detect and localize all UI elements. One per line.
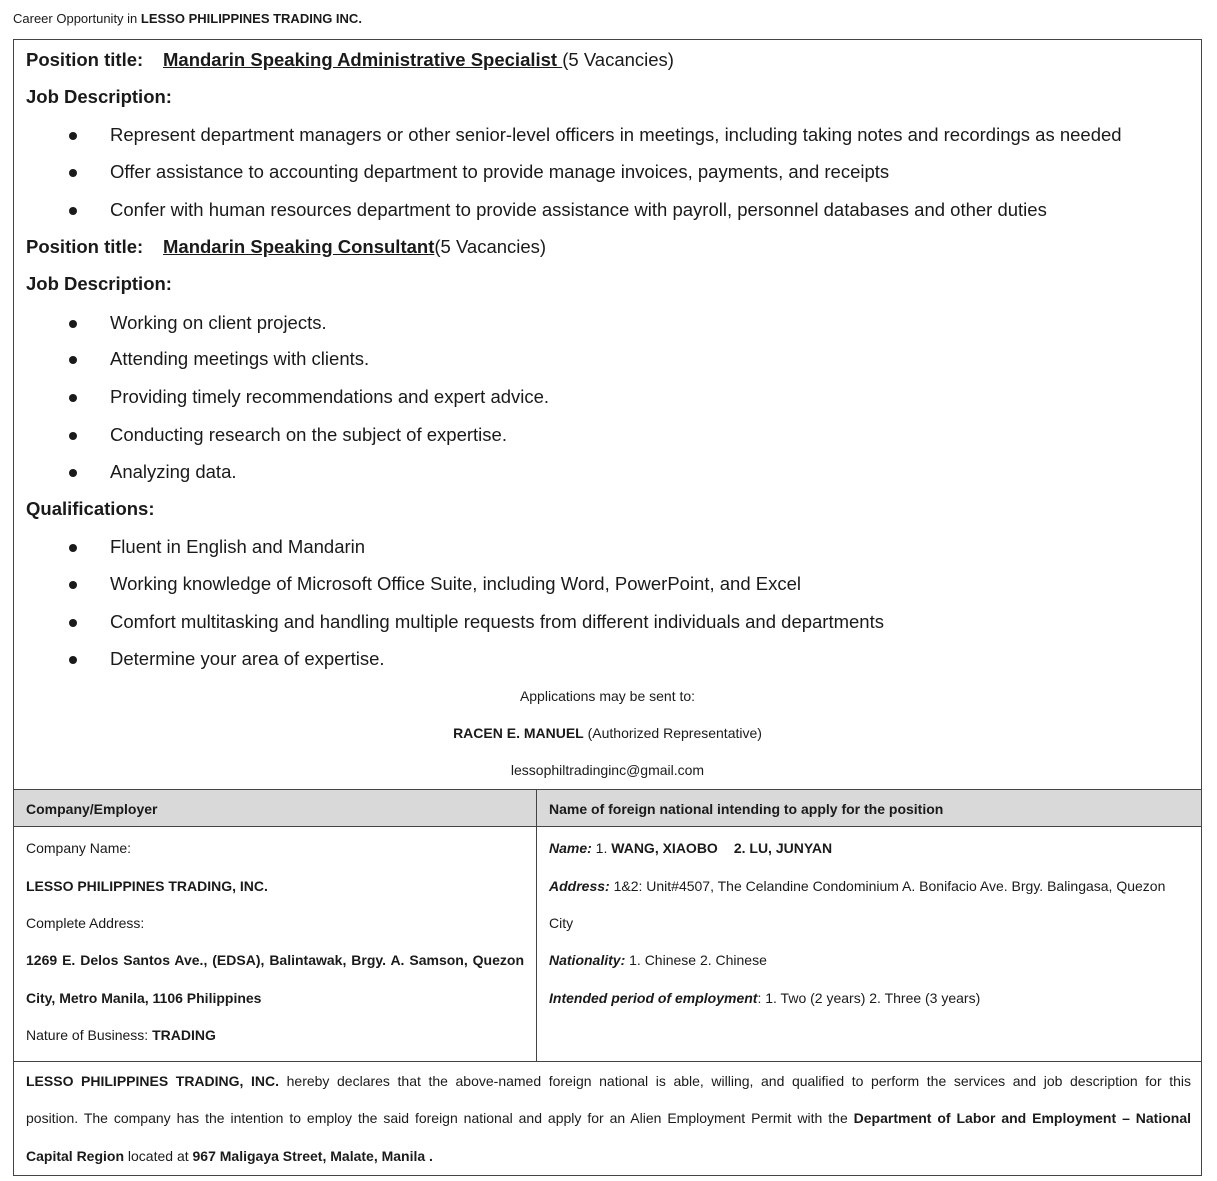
position-1-line bbox=[26, 49, 674, 71]
bullet-icon bbox=[69, 394, 77, 402]
position-1-vacancies: (5 Vacancies) bbox=[562, 49, 674, 70]
address-label: Complete Address: bbox=[26, 915, 145, 931]
position-2-vacancies: (5 Vacancies) bbox=[434, 236, 547, 257]
col-header-foreign-national: Name of foreign national intending to apply for the position bbox=[549, 801, 944, 817]
declaration-line2: position. The company has the intention to employ the said foreign national and apply for an Alien Employment Permit with the Department of Labor and Employment – National bbox=[26, 1110, 1191, 1126]
declaration-line1: LESSO PHILIPPINES TRADING, INC. hereby declares that the above-named foreign national is able, willing, and qualified to perform the services and job description for this bbox=[26, 1073, 1191, 1089]
bullet-icon bbox=[69, 356, 77, 364]
col-header-employer: Company/Employer bbox=[26, 801, 158, 817]
header-company: LESSO PHILIPPINES TRADING INC. bbox=[140, 11, 362, 26]
bullet-icon bbox=[69, 207, 77, 215]
contact-email: lessophiltradinginc@gmail.com bbox=[510, 762, 705, 778]
bullet-icon bbox=[69, 320, 77, 328]
bullet-icon bbox=[69, 581, 77, 589]
company-address-line1: 1269 E. Delos Santos Ave., (EDSA), Balintawak, Brgy. A. Samson, Quezon bbox=[26, 952, 524, 968]
position-label: Position title: bbox=[26, 49, 144, 70]
bullet-icon bbox=[69, 132, 77, 140]
job-description-label: Job Description: bbox=[26, 273, 172, 294]
company-name: LESSO PHILIPPINES TRADING, INC. bbox=[26, 878, 268, 894]
position-1-title: Mandarin Speaking Administrative Specialist bbox=[163, 49, 563, 70]
declaration-line3: Capital Region located at 967 Maligaya Street, Malate, Manila . bbox=[26, 1148, 433, 1164]
bullet-icon bbox=[69, 544, 77, 552]
bullet-icon bbox=[69, 619, 77, 627]
foreign-national-address-line2: City bbox=[549, 915, 574, 931]
foreign-national-nationality: Nationality: 1. Chinese 2. Chinese bbox=[549, 952, 767, 968]
foreign-national-names: Name: 1. WANG, XIAOBO 2. LU, JUNYAN bbox=[549, 840, 833, 856]
table-column-divider bbox=[536, 789, 537, 1061]
header-prefix: Career Opportunity in bbox=[13, 11, 141, 26]
qualifications-label: Qualifications: bbox=[26, 498, 155, 519]
job-posting-box: Position title: Mandarin Speaking Administrative Specialist (5 Vacancies) Job Description: Represent department managers or other senior-level officers in meetings, including taking notes and recordings as needed Offer assistance to accounting department to provide manage invoices, payments, and receipts Confer with human resources department to provide assistance with payroll, personnel databases and other duties Position title: Mandarin Speaking Consultant(5 Vacancies) Job Description: Working on client projects. Attending meetings with clients. Providing timely recommendations and expert advice. Conducting research on the subject of expertise. Analyzing data. Qualifications: Fluent in English and Mandarin Working knowledge of Microsoft Office Suite, including Word, PowerPoint, and Excel Comfort multitasking and handling multiple requests from different individuals and departments Determine your area of expertise. Applications may be sent to: RACEN E. MANUEL (Authorized Representative) lessophiltradinginc@gmail.com Company/Employer Name of foreign national intending to apply for the position Company Name: LESSO PHILIPPINES TRADING, INC. Complete Address: 1269 E. Delos Santos Ave., (EDSA), Balintawak, Brgy. A. Samson, Quezon City, Metro Manila, 1106 Philippines Nature of Business: TRADING Name: 1. WANG, XIAOBO 2. LU, JUNYAN Address: 1&2: Unit#4507, The Celandine Condominium A. Bonifacio Ave. Brgy. Balingasa, Quezon City Nationality: 1. Chinese 2. Chinese Intended period of employment: 1. Two (2 years) 2. Three (3 years) LESSO PHILIPPINES TRADING, INC. hereby declares that the above-named foreign national is able, willing, and qualified to perform the services and job description for this position. The company has the intention to employ the said foreign national and apply for an Alien Employment Permit with the Department of Labor and Employment – National Capital Region located at 967 Maligaya Street, Malate, Manila . bbox=[13, 39, 1202, 1176]
bullet-icon bbox=[69, 432, 77, 440]
position-2-title: Mandarin Speaking Consultant bbox=[163, 236, 435, 257]
position-label: Position title: bbox=[26, 236, 144, 257]
company-address-line2: City, Metro Manila, 1106 Philippines bbox=[26, 990, 262, 1006]
job-description-label: Job Description: bbox=[26, 86, 172, 107]
table-header bbox=[14, 789, 1201, 827]
contact-role: (Authorized Representative) bbox=[583, 725, 762, 741]
foreign-national-address-line1: Address: 1&2: Unit#4507, The Celandine Condominium A. Bonifacio Ave. Brgy. Balingasa, Quezon bbox=[549, 878, 1166, 894]
table-bottom-divider bbox=[14, 1061, 1201, 1062]
contact-name: RACEN E. MANUEL bbox=[453, 725, 584, 741]
bullet-icon bbox=[69, 169, 77, 177]
company-name-label: Company Name: bbox=[26, 840, 132, 856]
nature-of-business: Nature of Business: TRADING bbox=[26, 1027, 216, 1043]
employment-period: Intended period of employment: 1. Two (2 years) 2. Three (3 years) bbox=[549, 990, 981, 1006]
bullet-icon bbox=[69, 469, 77, 477]
applications-contact bbox=[14, 725, 1201, 741]
header-line bbox=[13, 11, 362, 26]
bullet-icon bbox=[69, 656, 77, 664]
applications-intro: Applications may be sent to: bbox=[519, 688, 696, 704]
position-2-line bbox=[26, 236, 546, 258]
